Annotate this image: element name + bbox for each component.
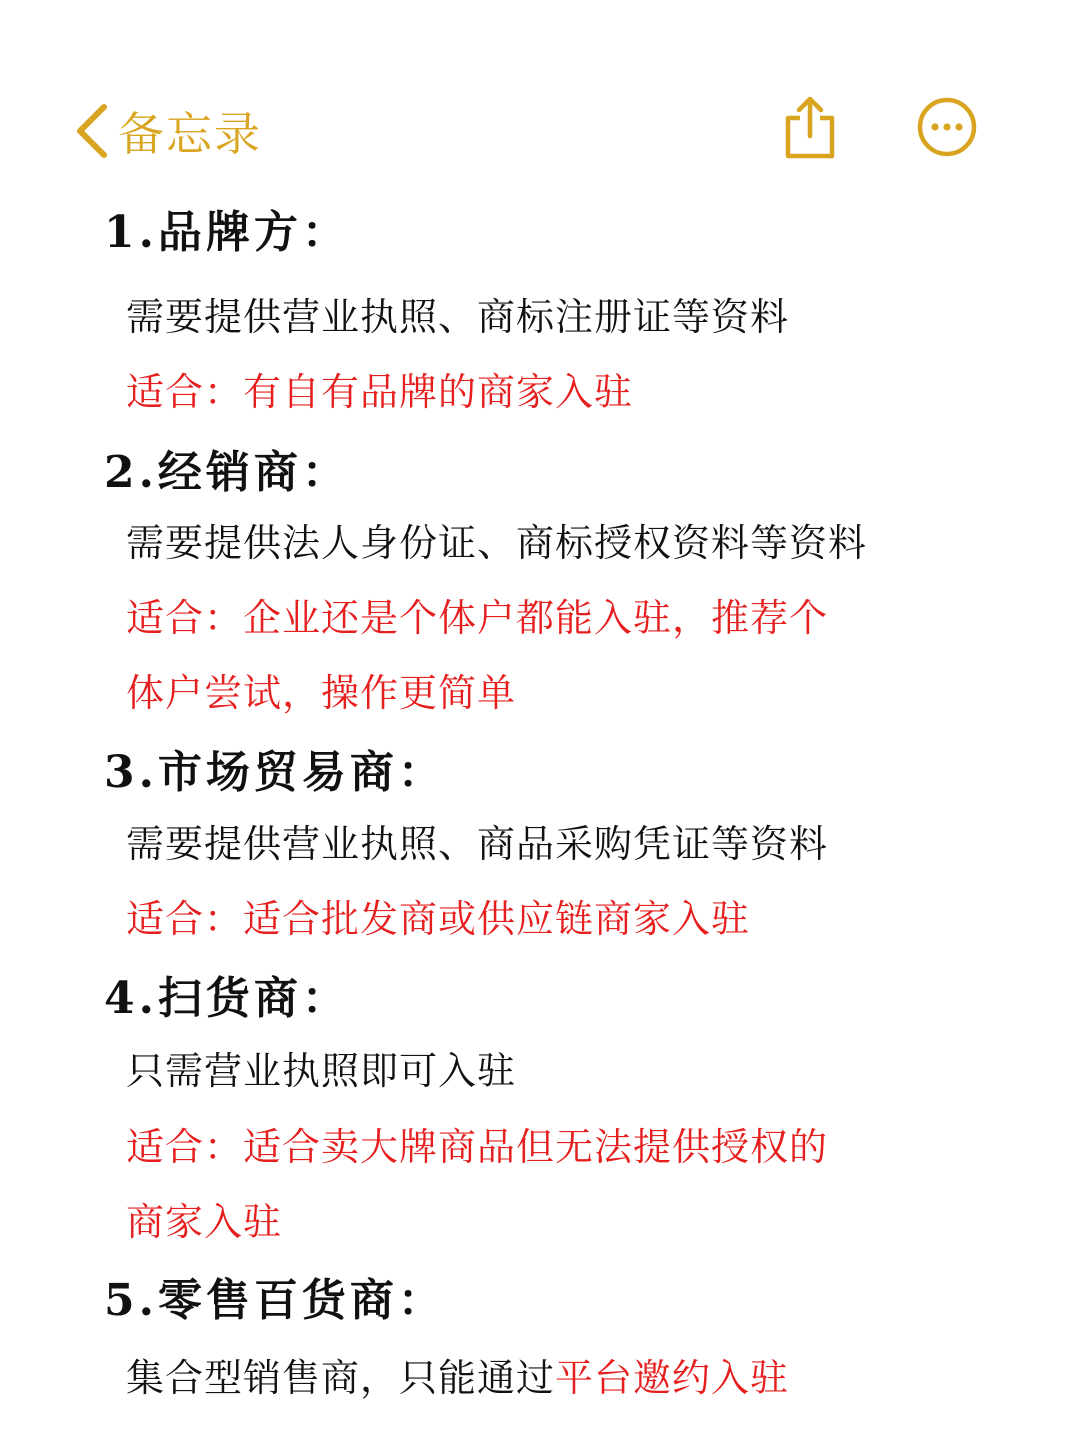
section-4-requirement: 只需营业执照即可入驻: [126, 1049, 517, 1093]
more-icon: [916, 96, 978, 158]
share-icon: [782, 94, 838, 160]
section-5-requirement: [126, 1347, 789, 1402]
section-3-suitable: 适合：适合批发商或供应链商家入驻: [126, 897, 751, 941]
section-5-requirement-text: 集合型销售商，只能通过: [126, 1356, 556, 1400]
section-heading-2: 2.经销商：: [104, 447, 350, 498]
chevron-left-icon: [74, 103, 108, 159]
section-2-suitable-line-1: 适合：企业还是个体户都能入驻，推荐个: [126, 596, 829, 640]
section-1-suitable: 适合：有自有品牌的商家入驻: [126, 370, 634, 414]
back-label: 备忘录: [118, 107, 262, 161]
section-4-suitable-line-2: 商家入驻: [126, 1200, 283, 1244]
section-heading-1: 1.品牌方：: [104, 207, 350, 258]
share-button[interactable]: [782, 94, 838, 160]
section-1-requirement: 需要提供营业执照、商标注册证等资料: [126, 295, 790, 339]
section-5-highlight: 平台邀约入驻: [555, 1356, 790, 1400]
section-heading-5: 5.零售百货商：: [104, 1275, 446, 1326]
section-heading-4: 4.扫货商：: [104, 973, 350, 1024]
section-heading-3: 3.市场贸易商：: [104, 747, 446, 798]
section-2-suitable-line-2: 体户尝试，操作更简单: [126, 671, 517, 715]
section-3-requirement: 需要提供营业执照、商品采购凭证等资料: [126, 822, 829, 866]
back-button[interactable]: [74, 96, 262, 166]
section-4-suitable-line-1: 适合：适合卖大牌商品但无法提供授权的: [126, 1125, 829, 1169]
more-options-button[interactable]: [916, 96, 978, 158]
section-2-requirement: 需要提供法人身份证、商标授权资料等资料: [126, 521, 868, 565]
navigation-bar: [0, 88, 1080, 172]
